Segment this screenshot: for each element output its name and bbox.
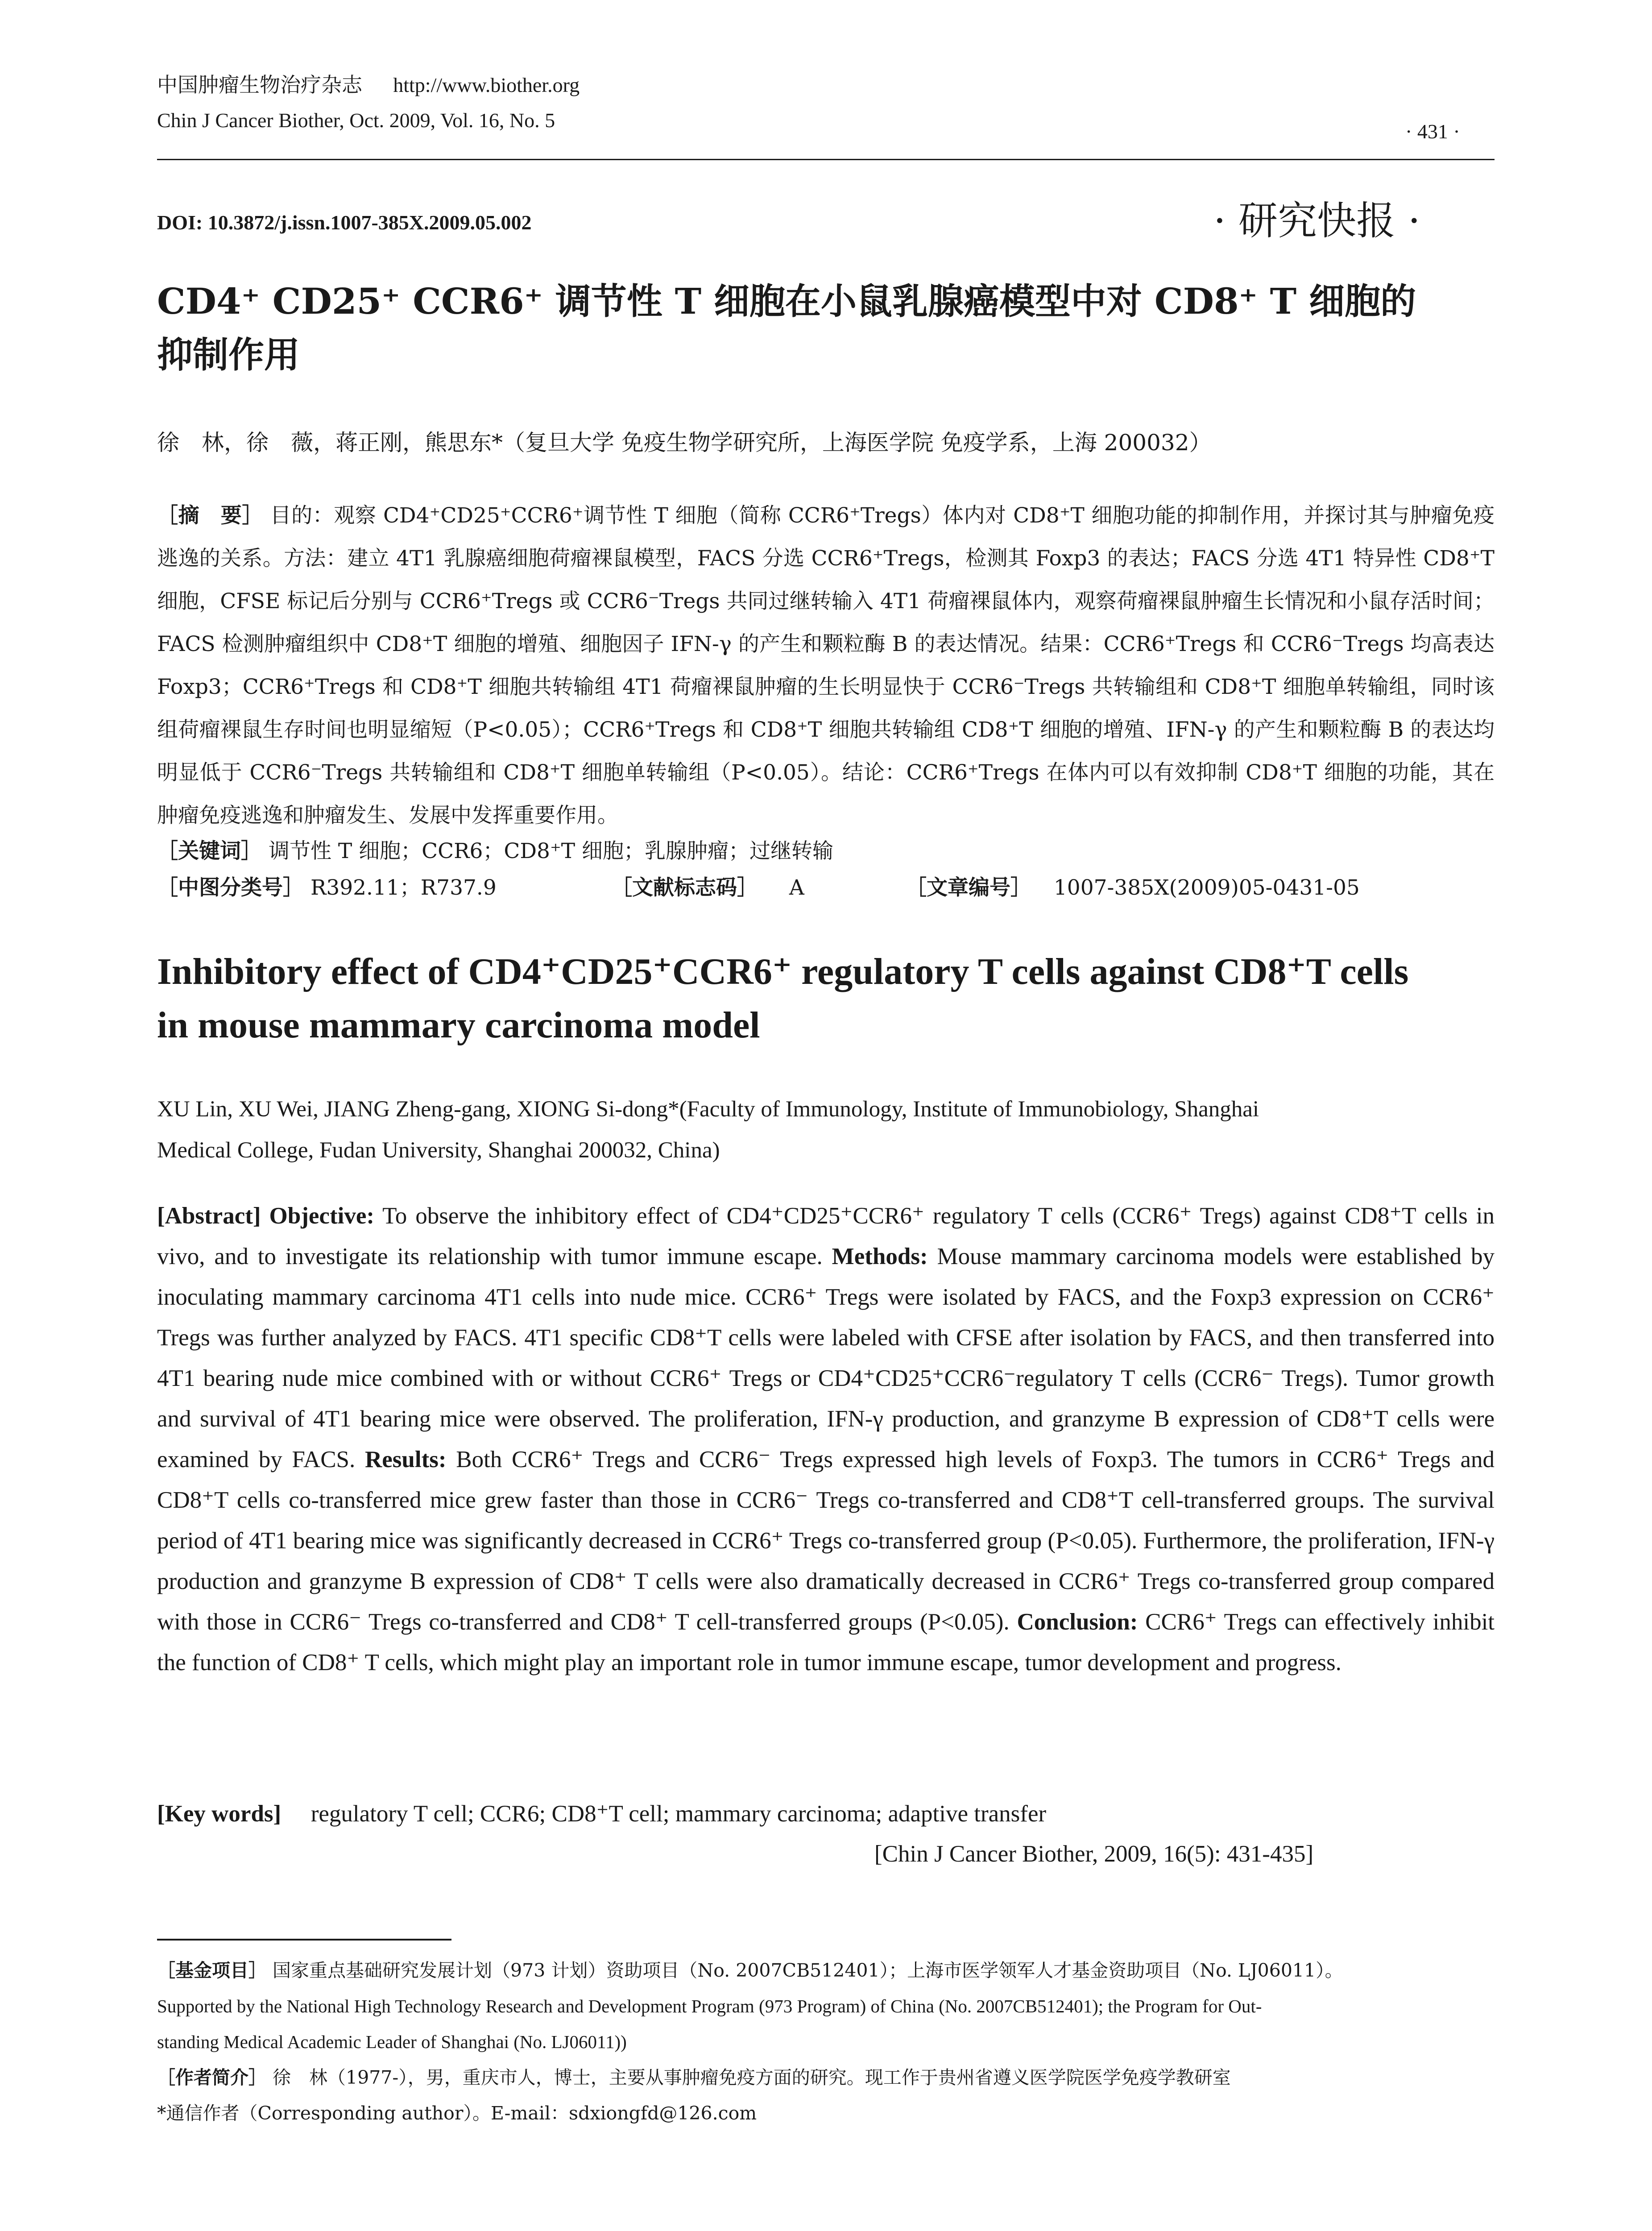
doc-code-value: A — [789, 875, 804, 900]
author-bio — [157, 2060, 1495, 2095]
author-bio-text: 徐 林（1977-），男，重庆市人，博士，主要从事肿瘤免疫方面的研究。现工作于贵州省遵义医学院医学免疫学教研室 — [273, 2067, 1231, 2088]
keywords-cn-text: 调节性 T 细胞；CCR6；CD8⁺T 细胞；乳腺肿瘤；过继转输 — [268, 839, 834, 863]
abstract-en — [157, 1196, 1495, 1683]
doi[interactable]: DOI: 10.3872/j.issn.1007-385X.2009.05.002 — [157, 211, 532, 234]
abstract-cn — [157, 494, 1495, 837]
abstract-cn-text: 目的：观察 CD4⁺CD25⁺CCR6⁺调节性 T 细胞（简称 CCR6⁺Tregs）体内对 CD8⁺T 细胞功能的抑制作用，并探讨其与肿瘤免疫逃逸的关系。方法：建立 4T1 乳腺癌细胞荷瘤裸鼠模型，FACS 分选 CCR6⁺Tregs，检测其 Foxp3 的表达；FACS 分选 4T1 特异性 CD8⁺T 细胞，CFSE 标记后分别与 CCR6⁺Tregs 或 CCR6⁻Tregs 共同过继转输入 4T1 荷瘤裸鼠体内，观察荷瘤裸鼠肿瘤生长情况和小鼠存活时间；FACS 检测肿瘤组织中 CD8⁺T 细胞的增殖、细胞因子 IFN-γ 的产生和颗粒酶 B 的表达情况。结果：CCR6⁺Tregs 和 CCR6⁻Tregs 均高表达 Foxp3；CCR6⁺Tregs 和 CD8⁺T 细胞共转输组 4T1 荷瘤裸鼠肿瘤的生长明显快于 CCR6⁻Tregs 共转输组和 CD8⁺T 细胞单转输组，同时该组荷瘤裸鼠生存时间也明显缩短（P<0.05）；CCR6⁺Tregs 和 CD8⁺T 细胞共转输组 CD8⁺T 细胞的增殖、IFN-γ 的产生和颗粒酶 B 的表达均明显低于 CCR6⁻Tregs 共转输组和 CD8⁺T 细胞单转输组（P<0.05）。结论：CCR6⁺Tregs 在体内可以有效抑制 CD8⁺T 细胞的功能，其在肿瘤免疫逃逸和肿瘤发生、发展中发挥重要作用。 — [157, 503, 1495, 828]
results-label: Results: — [364, 1447, 447, 1472]
page-number: · 431 · — [1405, 120, 1460, 143]
doc-code-label: ［文献标志码］ — [611, 875, 758, 900]
footnote-rule — [157, 1939, 451, 1941]
title-cn-line2: 抑制作用 — [157, 334, 300, 376]
authors-en-line1: XU Lin, XU Wei, JIANG Zheng-gang, XIONG Si-dong*(Faculty of Immunology, Institute of Immunobiology, Shanghai — [157, 1097, 1259, 1122]
keywords-en-label: [Key words] — [157, 1801, 282, 1827]
clc-label: ［中图分类号］ — [157, 875, 304, 900]
journal-header-cn — [157, 71, 580, 99]
objective-label: Objective: — [269, 1203, 374, 1229]
title-en-line2: in mouse mammary carcinoma model — [157, 1004, 760, 1046]
header-rule — [157, 159, 1495, 160]
citation: [Chin J Cancer Biother, 2009, 16(5): 431-435] — [874, 1841, 1314, 1867]
authors-cn: 徐 林，徐 薇，蒋正刚，熊思东*（复旦大学 免疫生物学研究所，上海医学院 免疫学系，上海 200032） — [157, 430, 1212, 456]
objective-text: To observe the inhibitory effect of CD4⁺CD25⁺CCR6⁺ regulatory T cells (CCR6⁺ Tregs) against CD8⁺T cells in vivo, and to investigate its relationship with tumor immune escape. — [157, 1203, 1495, 1269]
journal-website[interactable]: http://www.biother.org — [393, 74, 580, 96]
journal-name-en: Chin J Cancer Biother, Oct. 2009, Vol. 16, No. 5 — [157, 109, 555, 132]
keywords-cn — [157, 834, 833, 869]
results-text: Both CCR6⁺ Tregs and CCR6⁻ Tregs expressed high levels of Foxp3. The tumors in CCR6⁺ Tregs and CD8⁺T cells co-transferred mice grew faster than those in CCR6⁻ Tregs co-transferred and CD8⁺T cell-transferred groups. The survival period of 4T1 bearing mice was significantly decreased in CCR6⁺ Tregs co-transferred group (P<0.05). Furthermore, the proliferation, IFN-γ production and granzyme B expression of CD8⁺ T cells were also dramatically decreased in CCR6⁺ Tregs co-transferred group compared with those in CCR6⁻ Tregs co-transferred and CD8⁺ T cell-transferred groups (P<0.05). — [157, 1447, 1495, 1635]
corresponding-author[interactable]: *通信作者（Corresponding author）。E-mail：sdxiongfd@126.com — [157, 2102, 757, 2124]
clc-number — [157, 870, 497, 906]
fund-en-line1: Supported by the National High Technology Research and Development Program (973 Program) of China (No. 2007CB512401); the Program for Out- — [157, 1996, 1262, 2016]
author-bio-label: ［作者简介］ — [157, 2067, 267, 2088]
title-cn-line1: CD4⁺ CD25⁺ CCR6⁺ 调节性 T 细胞在小鼠乳腺癌模型中对 CD8⁺ T 细胞的 — [157, 280, 1416, 322]
keywords-en — [157, 1794, 1046, 1834]
clc-value: R392.11；R737.9 — [310, 875, 497, 900]
fund-cn-text: 国家重点基础研究发展计划（973 计划）资助项目（No. 2007CB512401）；上海市医学领军人才基金资助项目（No. LJ06011）。 — [273, 1960, 1343, 1981]
abstract-en-label: [Abstract] — [157, 1203, 261, 1229]
journal-name-cn: 中国肿瘤生物治疗杂志 — [157, 73, 362, 97]
article-number — [906, 870, 1360, 906]
abstract-cn-label: ［摘 要］ — [157, 503, 263, 528]
section-tag: · 研究快报 · — [1213, 198, 1420, 244]
methods-label: Methods: — [832, 1244, 928, 1269]
document-code — [611, 870, 804, 906]
keywords-cn-label: ［关键词］ — [157, 839, 262, 863]
title-en-line1: Inhibitory effect of CD4⁺CD25⁺CCR6⁺ regulatory T cells against CD8⁺T cells — [157, 951, 1409, 992]
article-number-label: ［文章编号］ — [906, 875, 1031, 900]
authors-en-line2: Medical College, Fudan University, Shanghai 200032, China) — [157, 1138, 720, 1163]
keywords-en-text: regulatory T cell; CCR6; CD8⁺T cell; mammary carcinoma; adaptive transfer — [311, 1801, 1047, 1827]
fund-cn — [157, 1953, 1495, 1988]
conclusion-label: Conclusion: — [1017, 1609, 1138, 1635]
conclusion-text: CCR6⁺ Tregs can effectively inhibit the function of CD8⁺ T cells, which might play an important role in tumor immune escape, tumor development and progress. — [157, 1609, 1495, 1675]
fund-label: ［基金项目］ — [157, 1960, 267, 1981]
fund-en-line2: standing Medical Academic Leader of Shanghai (No. LJ06011)) — [157, 2032, 627, 2052]
article-number-value: 1007-385X(2009)05-0431-05 — [1053, 875, 1360, 900]
methods-text: Mouse mammary carcinoma models were established by inoculating mammary carcinoma 4T1 cells into nude mice. CCR6⁺ Tregs were isolated by FACS, and the Foxp3 expression on CCR6⁺ Tregs was further analyzed by FACS. 4T1 specific CD8⁺T cells were labeled with CFSE after isolation by FACS, and then transferred into 4T1 bearing nude mice combined with or without CCR6⁺ Tregs or CD4⁺CD25⁺CCR6⁻regulatory T cells (CCR6⁻ Tregs). Tumor growth and survival of 4T1 bearing mice were observed. The proliferation, IFN-γ production, and granzyme B expression of CD8⁺T cells were examined by FACS. — [157, 1244, 1495, 1472]
